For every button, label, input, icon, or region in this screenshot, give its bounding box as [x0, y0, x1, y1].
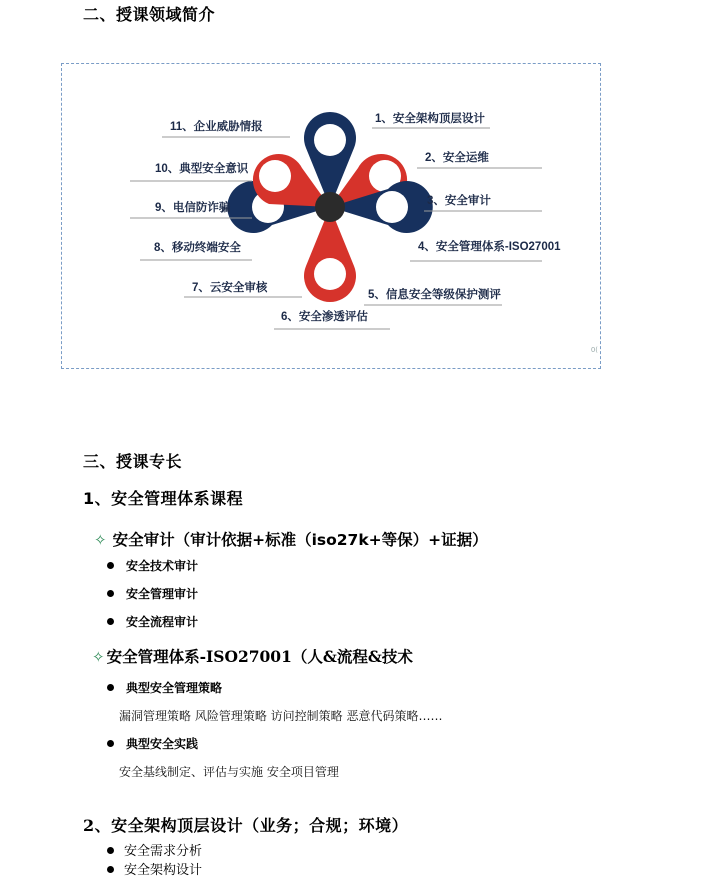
list-item	[107, 840, 202, 859]
bullet-dot-icon	[107, 866, 114, 873]
label-9: 9、电信防诈骗	[155, 202, 231, 214]
diamond-bullet-icon: ✧	[94, 531, 107, 549]
sub1-title: 安全审计（审计依据+标准（iso27k+等保）+证据）	[112, 531, 488, 549]
bullet-dot-icon	[107, 684, 114, 691]
label-6: 6、安全渗透评估	[281, 311, 368, 323]
domains-diagram	[61, 63, 601, 369]
list-item	[107, 735, 198, 752]
label-8: 8、移动终端安全	[154, 242, 241, 254]
item1-title: 1、安全管理体系课程	[83, 489, 244, 508]
label-1: 1、安全架构顶层设计	[375, 113, 485, 125]
list-item	[107, 613, 198, 630]
label-2: 2、安全运维	[425, 152, 489, 164]
strategy-detail: 漏洞管理策略 风险管理策略 访问控制策略 恶意代码策略……	[119, 709, 443, 723]
label-3: 3、安全审计	[427, 195, 491, 207]
list-item-text: 安全需求分析	[124, 844, 203, 859]
list-item	[107, 859, 202, 878]
label-7: 7、云安全审核	[192, 282, 268, 294]
list-item	[107, 557, 198, 574]
list-item-text: 安全流程审计	[126, 615, 199, 629]
list-item	[107, 585, 198, 602]
center-hub	[315, 192, 345, 222]
label-4: 4、安全管理体系-ISO27001	[418, 241, 561, 253]
label-10: 10、典型安全意识	[155, 163, 249, 175]
label-5: 5、信息安全等级保护测评	[368, 289, 501, 301]
list-item-text: 典型安全管理策略	[126, 681, 223, 695]
section-title-domains: 二、授课领域简介	[83, 5, 216, 24]
label-11: 11、企业威胁情报	[170, 121, 263, 133]
list-item-text: 安全架构设计	[124, 863, 203, 878]
sub1-heading	[94, 528, 488, 550]
diamond-bullet-icon: ✧	[92, 648, 105, 666]
practice-detail: 安全基线制定、评估与实施 安全项目管理	[119, 765, 339, 779]
bullet-dot-icon	[107, 618, 114, 625]
list-item-text: 安全管理审计	[126, 587, 199, 601]
list-item-text: 安全技术审计	[126, 559, 199, 573]
section-title-expertise: 三、授课专长	[83, 452, 183, 471]
list-item-text: 典型安全实践	[126, 737, 199, 751]
sub2-title: 安全管理体系-ISO27001（人&流程&技术	[106, 647, 413, 666]
bullet-dot-icon	[107, 847, 114, 854]
list-item	[107, 679, 222, 696]
bullet-dot-icon	[107, 562, 114, 569]
item2-title: 2、安全架构顶层设计（业务；合规；环境）	[83, 816, 409, 835]
bullet-dot-icon	[107, 590, 114, 597]
sub2-heading	[92, 645, 413, 667]
bullet-dot-icon	[107, 740, 114, 747]
corner-mark: 0(	[590, 346, 598, 354]
flower-diagram	[62, 64, 602, 370]
